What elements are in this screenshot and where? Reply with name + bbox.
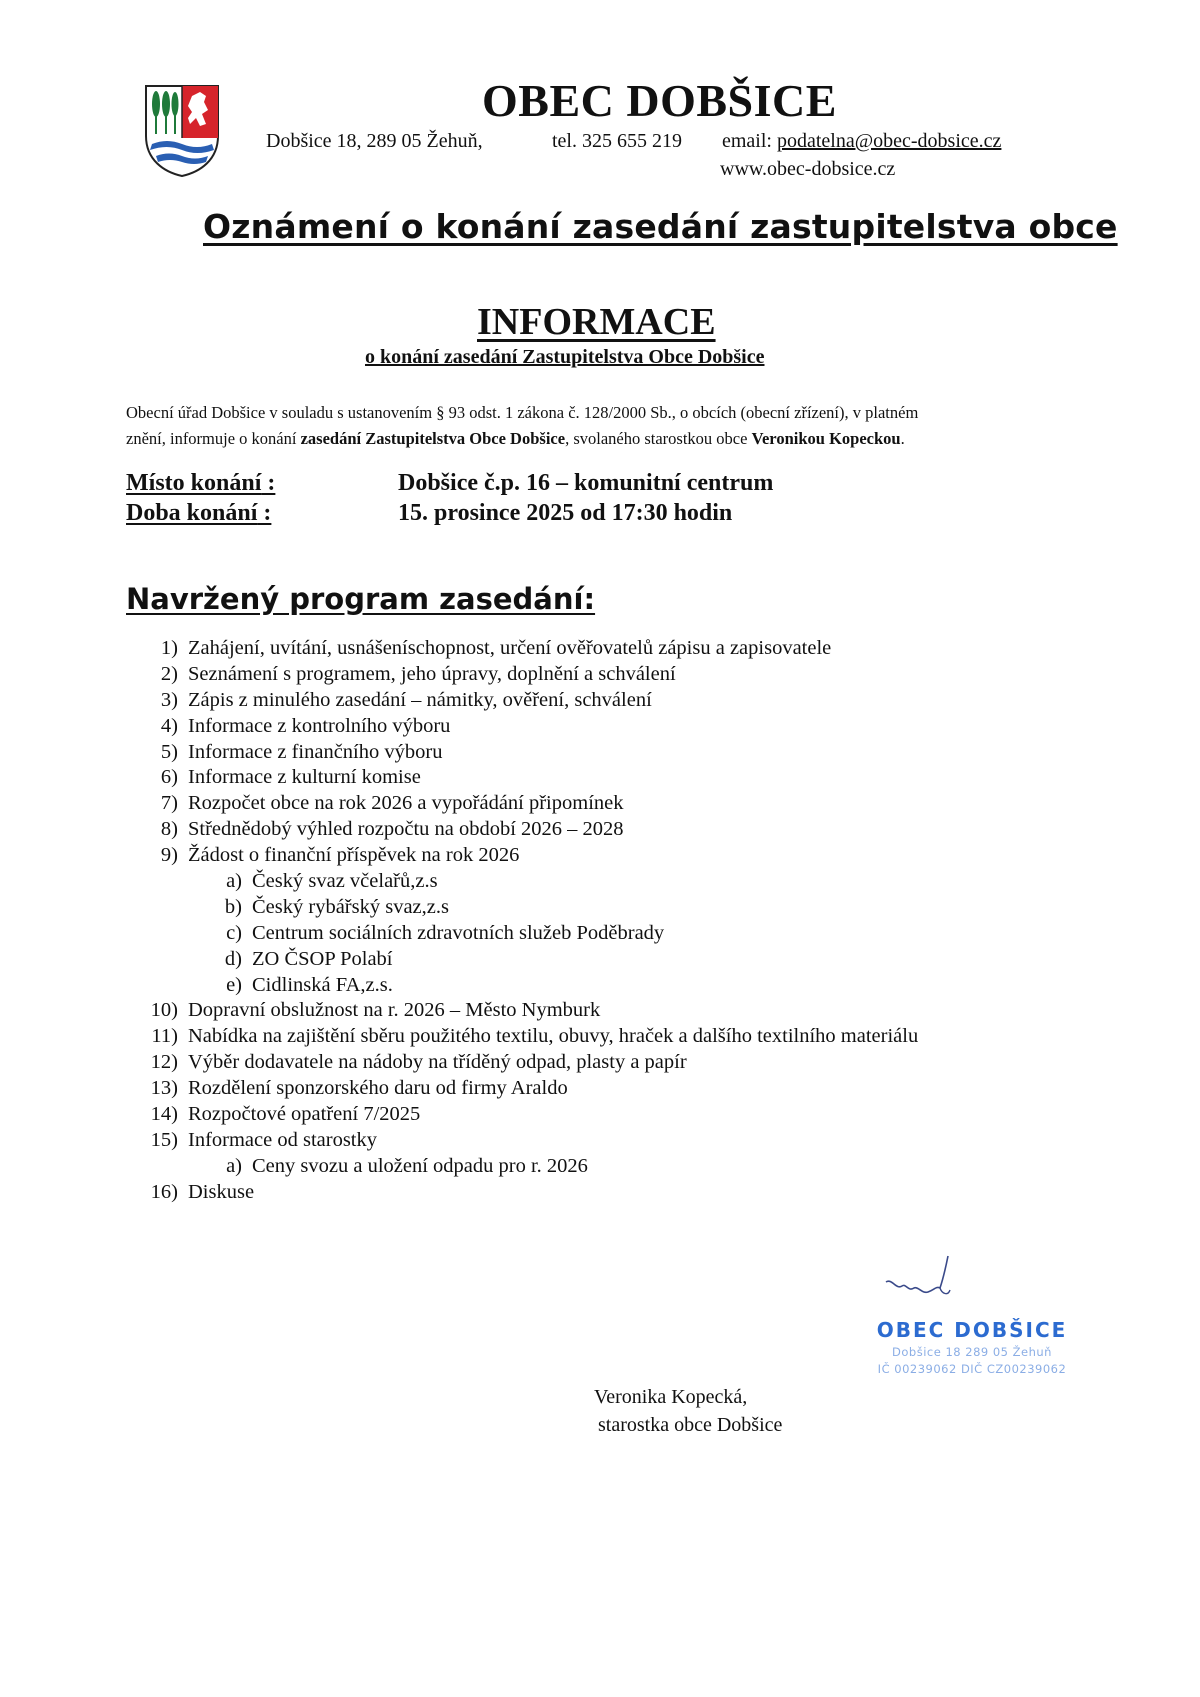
intro-bold-mayor: Veronikou Kopeckou: [751, 429, 901, 448]
list-subitem: [0, 1155, 1200, 1181]
item-number: 3): [160, 688, 178, 711]
list-item: [0, 766, 1200, 792]
item-text: Rozpočet obce na rok 2026 a vypořádání připomínek: [188, 792, 624, 815]
item-number: a): [226, 870, 242, 893]
item-text: Diskuse: [188, 1180, 255, 1203]
time-value: 15. prosince 2025 od 17:30 hodin: [398, 500, 733, 526]
item-number: c): [226, 921, 242, 944]
item-text: Informace od starostky: [188, 1128, 377, 1151]
intro-paragraph: [126, 400, 918, 452]
item-text: Zápis z minulého zasedání – námitky, ověření, schválení: [188, 688, 652, 711]
item-number: 2): [160, 662, 178, 685]
list-item: [0, 999, 1200, 1025]
list-item: [0, 741, 1200, 767]
item-number: 13): [150, 1077, 178, 1100]
list-item: [0, 844, 1200, 870]
item-text: Žádost o finanční příspěvek na rok 2026: [188, 844, 520, 867]
info-subheading: o konání zasedání Zastupitelstva Obce Dobšice: [365, 346, 765, 368]
list-item: [0, 1077, 1200, 1103]
list-item: [0, 1129, 1200, 1155]
item-number: 5): [160, 740, 178, 763]
municipality-name: OBEC DOBŠICE: [482, 75, 837, 126]
item-number: 7): [160, 792, 178, 815]
program-heading: Navržený program zasedání:: [126, 582, 596, 616]
item-text: Rozpočtové opatření 7/2025: [188, 1103, 421, 1126]
time-label: Doba konání :: [126, 500, 272, 526]
item-number: 11): [151, 1025, 178, 1048]
item-text: Výběr dodavatele na nádoby na tříděný odpad, plasty a papír: [188, 1051, 687, 1074]
email-label: email:: [722, 130, 772, 152]
email-line: [722, 130, 1001, 153]
list-item: [0, 637, 1200, 663]
address: Dobšice 18, 289 05 Žehuň,: [266, 130, 483, 152]
list-item: [0, 663, 1200, 689]
place-value: Dobšice č.p. 16 – komunitní centrum: [398, 470, 774, 496]
time-label-text: Doba konání: [126, 500, 258, 526]
item-text: Ceny svozu a uložení odpadu pro r. 2026: [252, 1154, 588, 1177]
item-text: Rozdělení sponzorského daru od firmy Araldo: [188, 1077, 568, 1100]
stamp-name: OBEC DOBŠICE: [876, 1318, 1068, 1342]
intro-text: znění, informuje o konání: [126, 429, 301, 448]
stamp-ids: IČ 00239062 DIČ CZ00239062: [877, 1362, 1067, 1376]
item-text: Informace z kontrolního výboru: [188, 714, 451, 737]
item-text: Nabídka na zajištění sběru použitého textilu, obuvy, hraček a dalšího textilního materiálu: [188, 1025, 919, 1048]
info-heading: INFORMACE: [477, 301, 716, 343]
item-number: 9): [160, 844, 178, 867]
list-subitem: [0, 922, 1200, 948]
item-number: 14): [150, 1103, 178, 1126]
list-item: [0, 1051, 1200, 1077]
place-label: Místo konání :: [126, 470, 276, 496]
item-number: 1): [160, 637, 178, 659]
official-stamp: [860, 1318, 1084, 1376]
intro-bold-council: zasedání Zastupitelstva Obce Dobšice: [300, 429, 566, 448]
list-item: [0, 1025, 1200, 1051]
list-item: [0, 689, 1200, 715]
item-number: 8): [160, 818, 178, 841]
item-number: 12): [150, 1051, 178, 1074]
item-text: Český svaz včelařů,z.s: [252, 870, 438, 893]
phone-number: tel. 325 655 219: [552, 130, 682, 152]
stamp-address: Dobšice 18 289 05 Žehuň: [892, 1345, 1052, 1359]
intro-text: .: [900, 429, 905, 448]
intro-line-2: [126, 426, 918, 452]
list-item: [0, 1181, 1200, 1207]
list-item: [0, 1103, 1200, 1129]
list-subitem: [0, 870, 1200, 896]
item-text: ZO ČSOP Polabí: [252, 947, 393, 970]
signer-name: Veronika Kopecká,: [594, 1386, 748, 1408]
item-number: 15): [150, 1128, 178, 1151]
list-subitem: [0, 896, 1200, 922]
page-title: Oznámení o konání zasedání zastupitelstva obce: [203, 207, 1118, 246]
item-text: Dopravní obslužnost na r. 2026 – Město Nymburk: [188, 999, 601, 1022]
intro-line-1: Obecní úřad Dobšice v souladu s ustanovením § 93 odst. 1 zákona č. 128/2000 Sb., o obcích (obecní zřízení), v platném: [126, 403, 919, 422]
intro-text: , svolaného starostkou obce: [565, 429, 752, 448]
handwritten-signature-icon: [878, 1252, 988, 1322]
item-number: a): [226, 1154, 242, 1177]
item-number: 4): [160, 714, 178, 737]
agenda-list: [0, 637, 1200, 1207]
item-number: e): [226, 973, 242, 996]
municipal-coat-of-arms-icon: [142, 82, 222, 178]
item-text: Informace z finančního výboru: [188, 740, 443, 763]
item-text: Český rybářský svaz,z.s: [252, 895, 449, 918]
place-label-text: Místo konání: [126, 470, 262, 496]
list-item: [0, 715, 1200, 741]
item-text: Informace z kulturní komise: [188, 766, 421, 789]
email-link[interactable]: podatelna@obec-dobsice.cz: [776, 130, 1002, 152]
item-text: Zahájení, uvítání, usnášeníschopnost, určení ověřovatelů zápisu a zapisovatele: [188, 637, 832, 659]
list-subitem: [0, 974, 1200, 1000]
website-link[interactable]: www.obec-dobsice.cz: [720, 158, 896, 180]
item-text: Střednědobý výhled rozpočtu na období 2026 – 2028: [188, 818, 624, 841]
item-number: b): [224, 895, 242, 918]
list-item: [0, 818, 1200, 844]
list-item: [0, 792, 1200, 818]
item-text: Centrum sociálních zdravotních služeb Poděbrady: [252, 921, 665, 944]
item-text: Seznámení s programem, jeho úpravy, doplnění a schválení: [188, 662, 676, 685]
list-subitem: [0, 948, 1200, 974]
item-text: Cidlinská FA,z.s.: [252, 973, 393, 996]
item-number: 6): [160, 766, 178, 789]
signer-title: starostka obce Dobšice: [598, 1414, 783, 1436]
item-number: 10): [150, 999, 178, 1022]
item-number: d): [224, 947, 242, 970]
item-number: 16): [150, 1180, 178, 1203]
